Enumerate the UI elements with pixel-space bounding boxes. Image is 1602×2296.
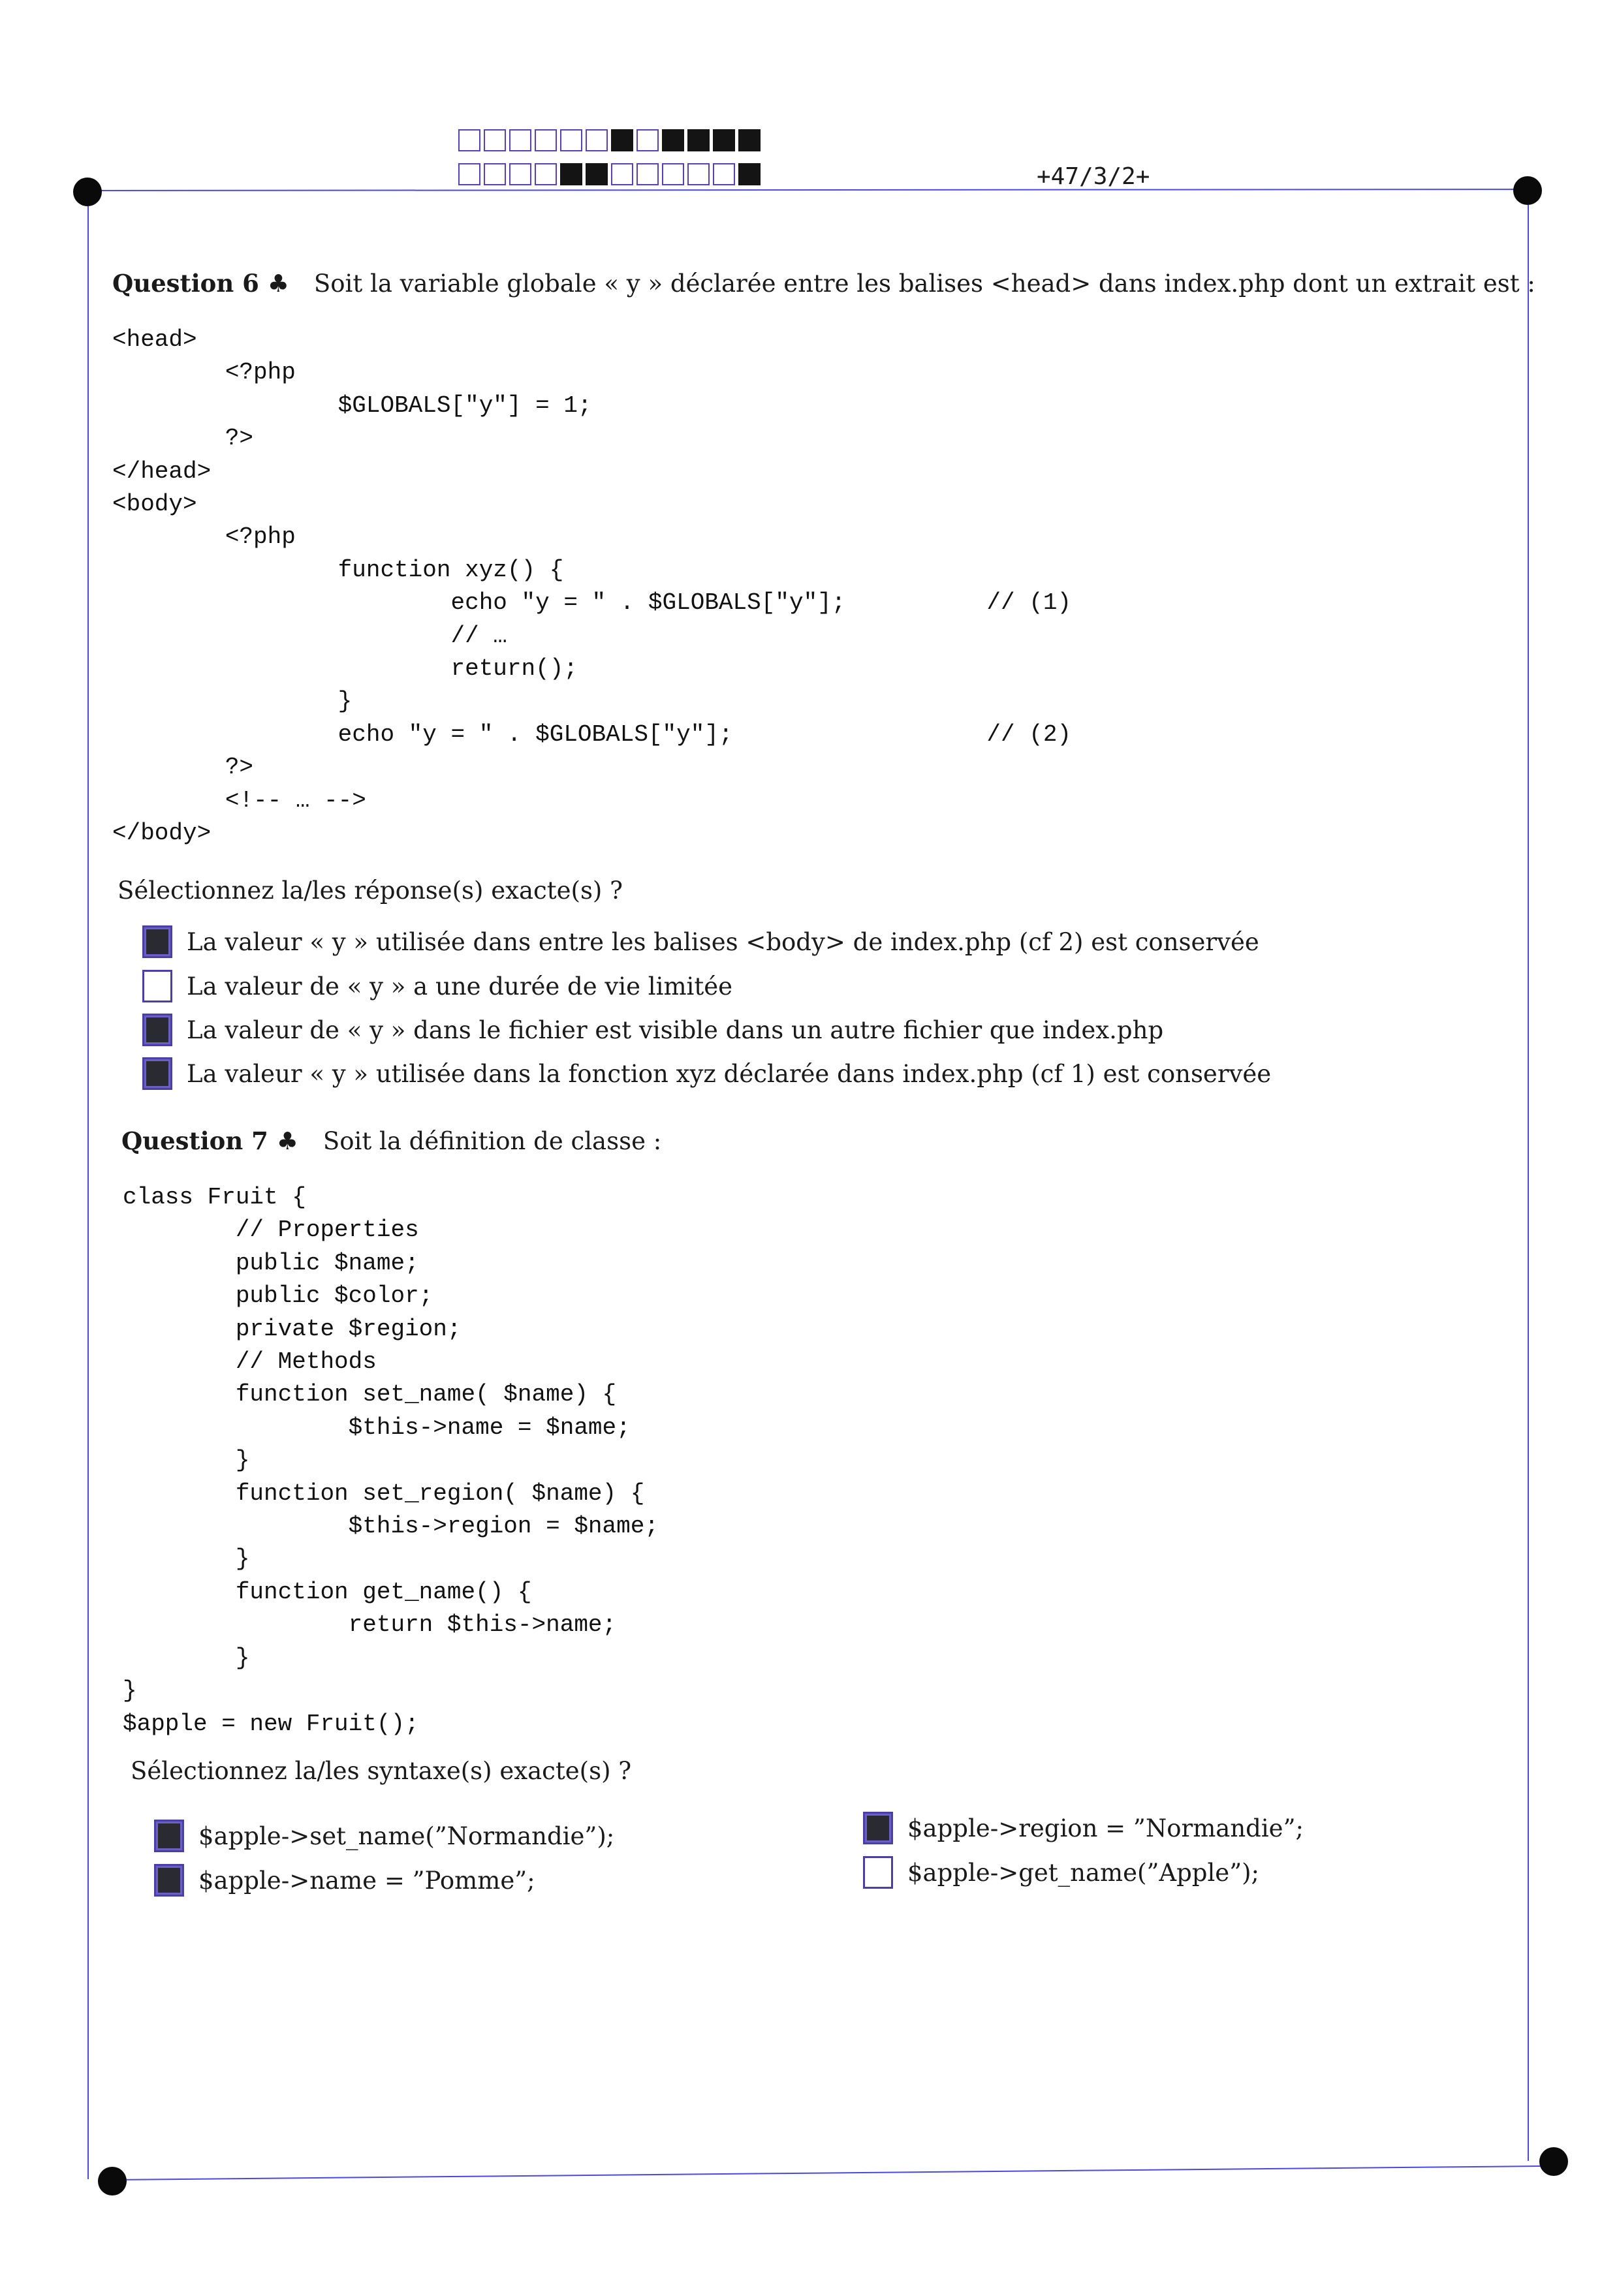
empty-mark-box bbox=[636, 129, 659, 151]
question-7-title: Question 7 ♣ bbox=[121, 1126, 298, 1155]
frame-bottom-line bbox=[112, 2165, 1554, 2180]
question-6-option-3[interactable] bbox=[142, 1014, 1163, 1046]
option-label: $apple->get_name(”Apple”); bbox=[907, 1858, 1260, 1887]
option-label: $apple->set_name(”Normandie”); bbox=[198, 1822, 615, 1850]
option-label: La valeur « y » utilisée dans entre les balises <body> de index.php (cf 2) est conservée bbox=[187, 927, 1259, 956]
frame-top-line bbox=[87, 189, 1528, 191]
question-7-option-1[interactable] bbox=[154, 1820, 614, 1852]
question-6-code: <head> <?php $GLOBALS["y"] = 1; ?> </head> <body> <?php function xyz() { echo "y = " . $GLOBALS["y"]; // (1) // … return(); } echo "y = " . $GLOBALS["y"]; // (2) ?> <!-- … --> </body> bbox=[112, 326, 1072, 847]
question-6-option-2[interactable] bbox=[142, 970, 732, 1002]
empty-mark-box bbox=[535, 163, 557, 185]
question-7-prompt: Sélectionnez la/les syntaxe(s) exacte(s) ? bbox=[131, 1757, 632, 1785]
frame-right-line bbox=[1528, 190, 1529, 2161]
checkbox[interactable] bbox=[863, 1856, 893, 1889]
question-6-prompt: Sélectionnez la/les réponse(s) exacte(s) ? bbox=[118, 877, 623, 905]
filled-mark-box bbox=[687, 129, 710, 151]
empty-mark-box bbox=[662, 163, 684, 185]
page-id: +47/3/2+ bbox=[1037, 163, 1150, 190]
question-7-option-2[interactable] bbox=[154, 1864, 535, 1897]
checkbox[interactable] bbox=[142, 970, 172, 1002]
question-6-option-1[interactable] bbox=[142, 925, 1259, 958]
empty-mark-box bbox=[484, 129, 506, 151]
filled-mark-box bbox=[738, 129, 761, 151]
empty-mark-box bbox=[713, 163, 735, 185]
checked-checkbox[interactable] bbox=[154, 1864, 184, 1897]
empty-mark-box bbox=[509, 129, 531, 151]
checked-checkbox[interactable] bbox=[142, 1014, 172, 1046]
empty-mark-box bbox=[586, 129, 608, 151]
option-label: $apple->name = ”Pomme”; bbox=[198, 1866, 535, 1895]
question-7-code: class Fruit { // Properties public $name; public $color; private $region; // Methods function set_name( $name) { $this->name = $name; } function set_region( $name) { $this->region = $name; } function get_name() { return $this->name; } } $apple = new Fruit(); bbox=[123, 1184, 659, 1737]
question-6-text: Soit la variable globale « y » déclarée entre les balises <head> dans index.php dont un extrait est : bbox=[313, 270, 1535, 298]
question-7-option-4[interactable] bbox=[863, 1856, 1259, 1889]
checked-checkbox[interactable] bbox=[154, 1820, 184, 1852]
question-6-option-4[interactable] bbox=[142, 1057, 1271, 1090]
id-marks-row-1 bbox=[458, 129, 764, 151]
corner-mark-top-right bbox=[1513, 176, 1542, 205]
question-7-heading bbox=[121, 1126, 661, 1155]
filled-mark-box bbox=[738, 163, 761, 185]
empty-mark-box bbox=[611, 163, 633, 185]
empty-mark-box bbox=[458, 129, 480, 151]
question-7-option-3[interactable] bbox=[863, 1812, 1304, 1844]
empty-mark-box bbox=[636, 163, 659, 185]
empty-mark-box bbox=[560, 129, 582, 151]
filled-mark-box bbox=[713, 129, 735, 151]
empty-mark-box bbox=[509, 163, 531, 185]
empty-mark-box bbox=[687, 163, 710, 185]
id-marks-row-2 bbox=[458, 163, 764, 185]
question-6-title: Question 6 ♣ bbox=[112, 269, 289, 298]
checked-checkbox[interactable] bbox=[142, 1057, 172, 1090]
corner-mark-bottom-left bbox=[98, 2167, 127, 2195]
option-label: $apple->region = ”Normandie”; bbox=[907, 1814, 1304, 1842]
empty-mark-box bbox=[535, 129, 557, 151]
filled-mark-box bbox=[560, 163, 582, 185]
corner-mark-bottom-right bbox=[1539, 2147, 1568, 2176]
filled-mark-box bbox=[662, 129, 684, 151]
frame-left-line bbox=[87, 190, 89, 2179]
option-label: La valeur « y » utilisée dans la fonction xyz déclarée dans index.php (cf 1) est conservée bbox=[187, 1059, 1272, 1088]
checked-checkbox[interactable] bbox=[863, 1812, 893, 1844]
corner-mark-top-left bbox=[73, 178, 102, 206]
question-7-text: Soit la définition de classe : bbox=[322, 1127, 662, 1155]
option-label: La valeur de « y » dans le fichier est visible dans un autre fichier que index.php bbox=[187, 1016, 1164, 1044]
checked-checkbox[interactable] bbox=[142, 925, 172, 958]
option-label: La valeur de « y » a une durée de vie limitée bbox=[187, 972, 733, 1001]
empty-mark-box bbox=[458, 163, 480, 185]
empty-mark-box bbox=[484, 163, 506, 185]
filled-mark-box bbox=[611, 129, 633, 151]
question-6-heading bbox=[112, 269, 1535, 298]
filled-mark-box bbox=[586, 163, 608, 185]
